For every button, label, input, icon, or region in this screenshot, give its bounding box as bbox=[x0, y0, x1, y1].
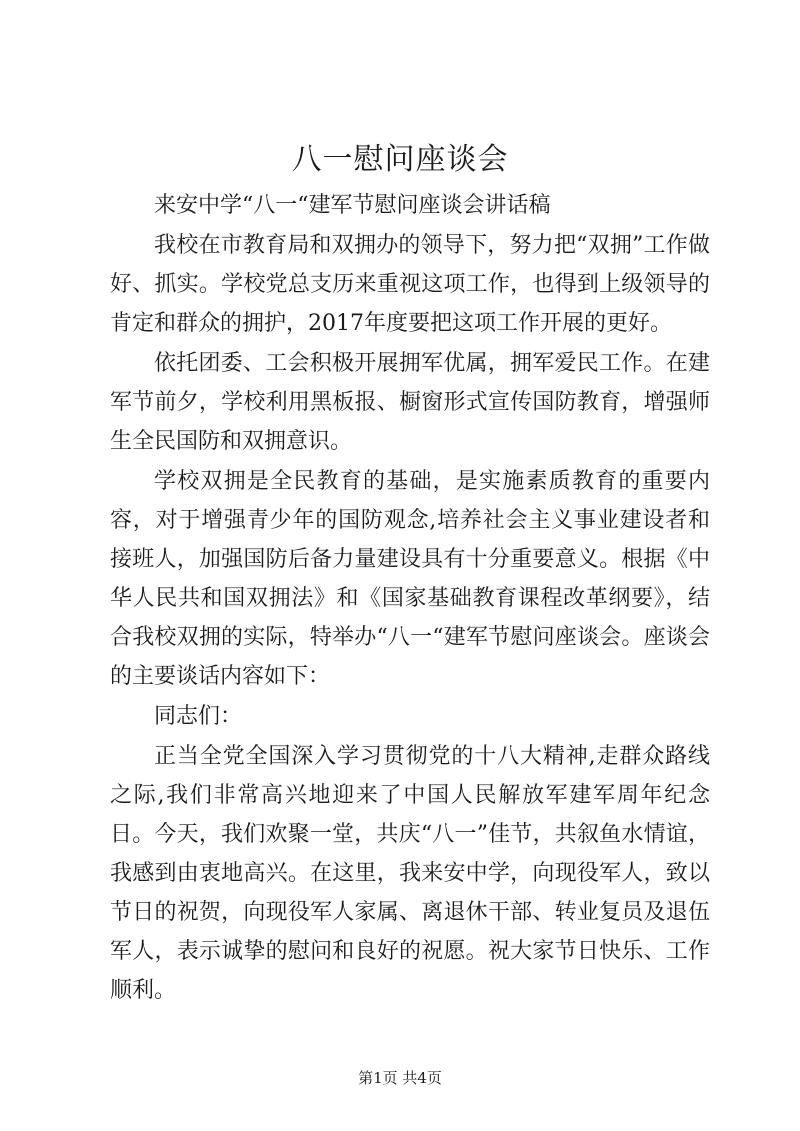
paragraph-3: 学校双拥是全民教育的基础，是实施素质教育的重要内容，对于增强青少年的国防观念,培养社会主义事业建设者和接班人，加强国防后备力量建设具有十分重要意义。根据《中华人民共和国双拥法》和《国家基础教育课程改革纲要》，结合我校双拥的实际，特举办“八一“建军节慰问座谈会。座谈会的主要谈话内容如下： bbox=[110, 469, 710, 689]
paragraph-salutation: 同志们： bbox=[154, 704, 243, 729]
document-body bbox=[110, 186, 710, 1011]
page-footer: 第1页 共4页 bbox=[358, 1069, 442, 1087]
paragraph-4: 正当全党全国深入学习贯彻党的十八大精神,走群众路线之际,我们非常高兴地迎来了中国人民解放军建军周年纪念日。今天，我们欢聚一堂，共庆“八一”佳节，共叙鱼水情谊，我感到由衷地高兴。在这里，我来安中学，向现役军人，致以节日的祝贺，向现役军人家属、离退休干部、转业复员及退伍军人，表示诚挚的慰问和良好的祝愿。祝大家节日快乐、工作顺利。 bbox=[110, 744, 710, 1003]
document-title: 八一慰问座谈会 bbox=[291, 142, 509, 177]
paragraph-1: 我校在市教育局和双拥办的领导下，努力把“双拥”工作做好、抓实。学校党总支历来重视这项工作，也得到上级领导的肯定和群众的拥护，2017年度要把这项工作开展的更好。 bbox=[110, 233, 710, 336]
paragraph-subtitle: 来安中学“八一“建军节慰问座谈会讲话稿 bbox=[154, 193, 551, 218]
paragraph-2: 依托团委、工会积极开展拥军优属，拥军爱民工作。在建军节前夕，学校利用黑板报、橱窗形式宣传国防教育，增强师生全民国防和双拥意识。 bbox=[110, 351, 710, 454]
